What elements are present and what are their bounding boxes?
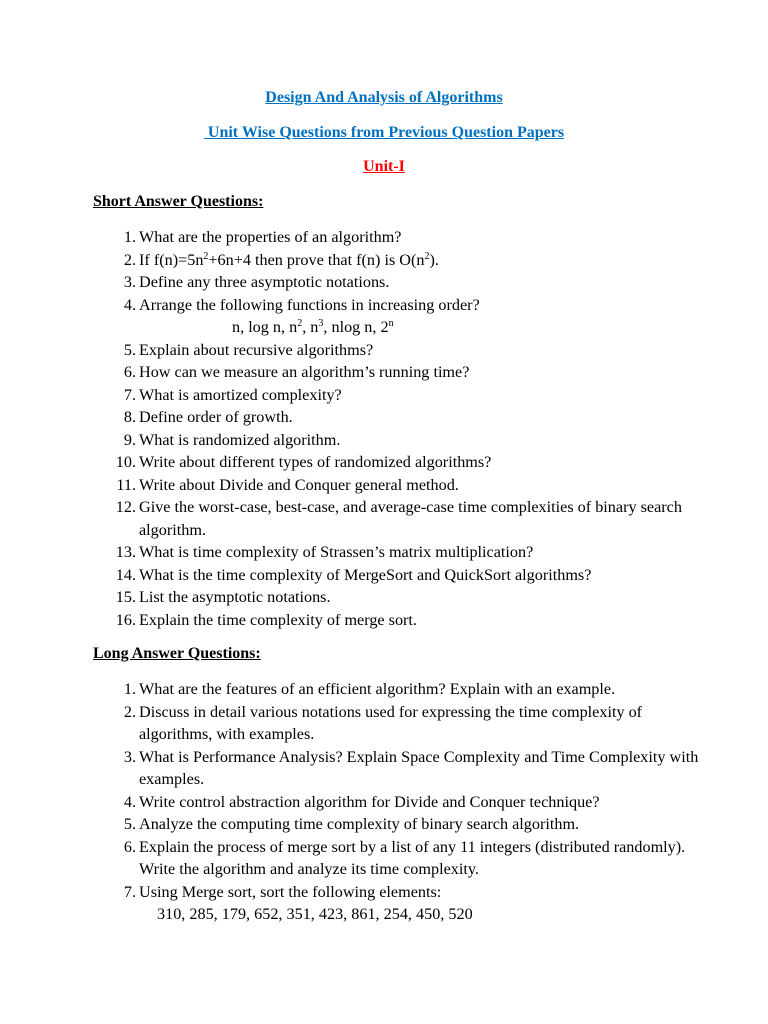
- list-item: [0, 226, 768, 249]
- item-number: 8.: [123, 408, 136, 426]
- unit-heading: Unit-I: [363, 158, 405, 175]
- item-text: Using Merge sort, sort the following elements:: [139, 882, 442, 901]
- item-number: 1.: [123, 228, 136, 246]
- list-item: [0, 564, 768, 587]
- item-number: 1.: [123, 680, 136, 698]
- list-item: [0, 541, 768, 564]
- short-answer-list: [0, 226, 768, 631]
- item-number: 11.: [116, 475, 136, 494]
- item-number: 10.: [115, 453, 136, 471]
- long-answer-heading: Long Answer Questions:: [93, 645, 261, 662]
- list-item: [0, 881, 768, 926]
- item-text: Explain the time complexity of merge sort.: [139, 610, 417, 629]
- item-text: Explain about recursive algorithms?: [139, 340, 374, 359]
- list-item: [0, 586, 768, 609]
- item-text: Define order of growth.: [139, 408, 293, 426]
- item-number: 7.: [123, 385, 136, 404]
- item-text: Define any three asymptotic notations.: [139, 273, 390, 291]
- item-number: 2.: [123, 250, 136, 269]
- item-text: Analyze the computing time complexity of binary search algorithm.: [139, 815, 580, 833]
- item-number: 6.: [123, 837, 136, 856]
- item-number: 5.: [123, 815, 136, 833]
- item-text: What is randomized algorithm.: [139, 430, 341, 449]
- item-text: Write about Divide and Conquer general method.: [139, 475, 459, 494]
- item-text: What is the time complexity of MergeSort and QuickSort algorithms?: [139, 565, 592, 584]
- list-item: [0, 791, 768, 814]
- list-item: [0, 406, 768, 429]
- item-text: List the asymptotic notations.: [139, 588, 331, 606]
- list-item: [0, 678, 768, 701]
- document-subtitle: Unit Wise Questions from Previous Question Papers: [203, 124, 565, 141]
- list-item: [0, 361, 768, 384]
- item-number: 12.: [115, 498, 136, 516]
- list-item: [0, 474, 768, 497]
- list-item: [0, 451, 768, 474]
- item-number: 13.: [115, 543, 136, 561]
- list-item: [0, 813, 768, 836]
- list-item: [0, 249, 768, 272]
- item-subtext: n, log n, $n^2$, $n^3$, nlog n, 2$^n$: [232, 318, 394, 336]
- item-number: 4.: [123, 295, 136, 314]
- item-number: 14.: [115, 565, 136, 584]
- item-text: What is time complexity of Strassen’s matrix multiplication?: [139, 543, 534, 561]
- item-number: 2.: [123, 702, 136, 721]
- short-answer-heading: Short Answer Questions:: [93, 193, 264, 210]
- item-number: 7.: [123, 882, 136, 901]
- item-text: Give the worst-case, best-case, and average-case time complexities of binary search algorithm.: [139, 498, 682, 539]
- item-text: Discuss in detail various notations used for expressing the time complexity of algorithms, with examples.: [139, 702, 643, 743]
- item-text: If $f(n)=5n^2+6n+4$ then prove that f(n) is $O(n^2)$.: [139, 250, 439, 269]
- item-text: What is Performance Analysis? Explain Space Complexity and Time Complexity with examples.: [139, 747, 699, 788]
- item-text: How can we measure an algorithm’s running time?: [139, 363, 470, 381]
- list-item: [0, 746, 768, 791]
- item-text: What is amortized complexity?: [139, 385, 342, 404]
- list-item: [0, 271, 768, 294]
- item-subtext: 310, 285, 179, 652, 351, 423, 861, 254, 450, 520: [157, 905, 473, 923]
- list-item: [0, 836, 768, 881]
- item-number: 3.: [123, 273, 136, 291]
- item-number: 9.: [123, 430, 136, 449]
- list-item: [0, 429, 768, 452]
- item-number: 3.: [123, 747, 136, 766]
- item-text: Arrange the following functions in increasing order?: [139, 295, 480, 314]
- long-answer-list: [0, 678, 768, 926]
- list-item: [0, 294, 768, 339]
- item-number: 15.: [115, 588, 136, 606]
- item-text: Explain the process of merge sort by a list of any 11 integers (distributed randomly). Write the algorithm and analyze its time complexity.: [139, 837, 686, 878]
- item-text: What are the features of an efficient algorithm? Explain with an example.: [139, 680, 616, 698]
- item-number: 6.: [123, 363, 136, 381]
- list-item: [0, 609, 768, 632]
- item-text: What are the properties of an algorithm?: [139, 228, 402, 246]
- document-title: Design And Analysis of Algorithms: [265, 89, 503, 106]
- item-text: Write about different types of randomized algorithms?: [139, 453, 492, 471]
- list-item: [0, 496, 768, 541]
- item-text: Write control abstraction algorithm for Divide and Conquer technique?: [139, 792, 600, 811]
- item-number: 5.: [123, 340, 136, 359]
- item-number: 16.: [115, 610, 136, 629]
- list-item: [0, 701, 768, 746]
- list-item: [0, 384, 768, 407]
- list-item: [0, 339, 768, 362]
- item-number: 4.: [123, 792, 136, 811]
